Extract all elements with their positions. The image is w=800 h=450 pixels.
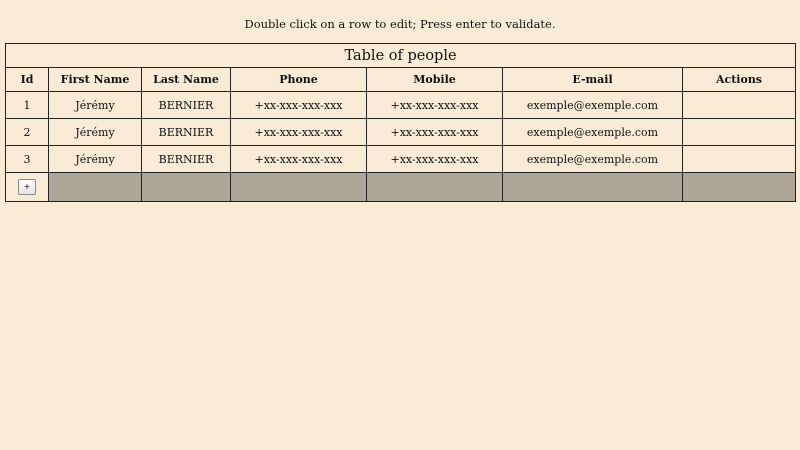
cell-last-name[interactable]: BERNIER xyxy=(142,92,231,119)
cell-id[interactable]: 3 xyxy=(6,146,49,173)
people-table xyxy=(5,43,796,202)
table-row[interactable] xyxy=(6,146,796,173)
column-header-actions: Actions xyxy=(683,68,796,92)
add-row-button[interactable]: + xyxy=(18,179,36,195)
cell-actions[interactable] xyxy=(683,92,796,119)
cell-email[interactable]: exemple@exemple.com xyxy=(503,92,683,119)
cell-id[interactable]: 2 xyxy=(6,119,49,146)
new-cell-last-name[interactable] xyxy=(142,173,231,202)
cell-mobile[interactable]: +xx-xxx-xxx-xxx xyxy=(367,146,503,173)
cell-phone[interactable]: +xx-xxx-xxx-xxx xyxy=(231,92,367,119)
table-row[interactable] xyxy=(6,92,796,119)
new-cell-first-name[interactable] xyxy=(49,173,142,202)
column-header-email: E-mail xyxy=(503,68,683,92)
column-header-mobile: Mobile xyxy=(367,68,503,92)
add-row-cell xyxy=(6,173,49,202)
cell-last-name[interactable]: BERNIER xyxy=(142,146,231,173)
column-header-phone: Phone xyxy=(231,68,367,92)
cell-email[interactable]: exemple@exemple.com xyxy=(503,119,683,146)
cell-mobile[interactable]: +xx-xxx-xxx-xxx xyxy=(367,119,503,146)
cell-id[interactable]: 1 xyxy=(6,92,49,119)
new-row xyxy=(6,173,796,202)
cell-first-name[interactable]: Jérémy xyxy=(49,92,142,119)
header-row xyxy=(6,68,796,92)
table-row[interactable] xyxy=(6,119,796,146)
cell-email[interactable]: exemple@exemple.com xyxy=(503,146,683,173)
cell-first-name[interactable]: Jérémy xyxy=(49,119,142,146)
new-cell-mobile[interactable] xyxy=(367,173,503,202)
new-cell-phone[interactable] xyxy=(231,173,367,202)
column-header-id: Id xyxy=(6,68,49,92)
table-caption: Table of people xyxy=(6,44,796,68)
column-header-first-name: First Name xyxy=(49,68,142,92)
cell-mobile[interactable]: +xx-xxx-xxx-xxx xyxy=(367,92,503,119)
cell-first-name[interactable]: Jérémy xyxy=(49,146,142,173)
cell-phone[interactable]: +xx-xxx-xxx-xxx xyxy=(231,146,367,173)
cell-actions[interactable] xyxy=(683,119,796,146)
cell-actions[interactable] xyxy=(683,146,796,173)
new-cell-email[interactable] xyxy=(503,173,683,202)
cell-phone[interactable]: +xx-xxx-xxx-xxx xyxy=(231,119,367,146)
new-cell-actions[interactable] xyxy=(683,173,796,202)
instructions-text: Double click on a row to edit; Press enter to validate. xyxy=(244,17,556,31)
cell-last-name[interactable]: BERNIER xyxy=(142,119,231,146)
column-header-last-name: Last Name xyxy=(142,68,231,92)
